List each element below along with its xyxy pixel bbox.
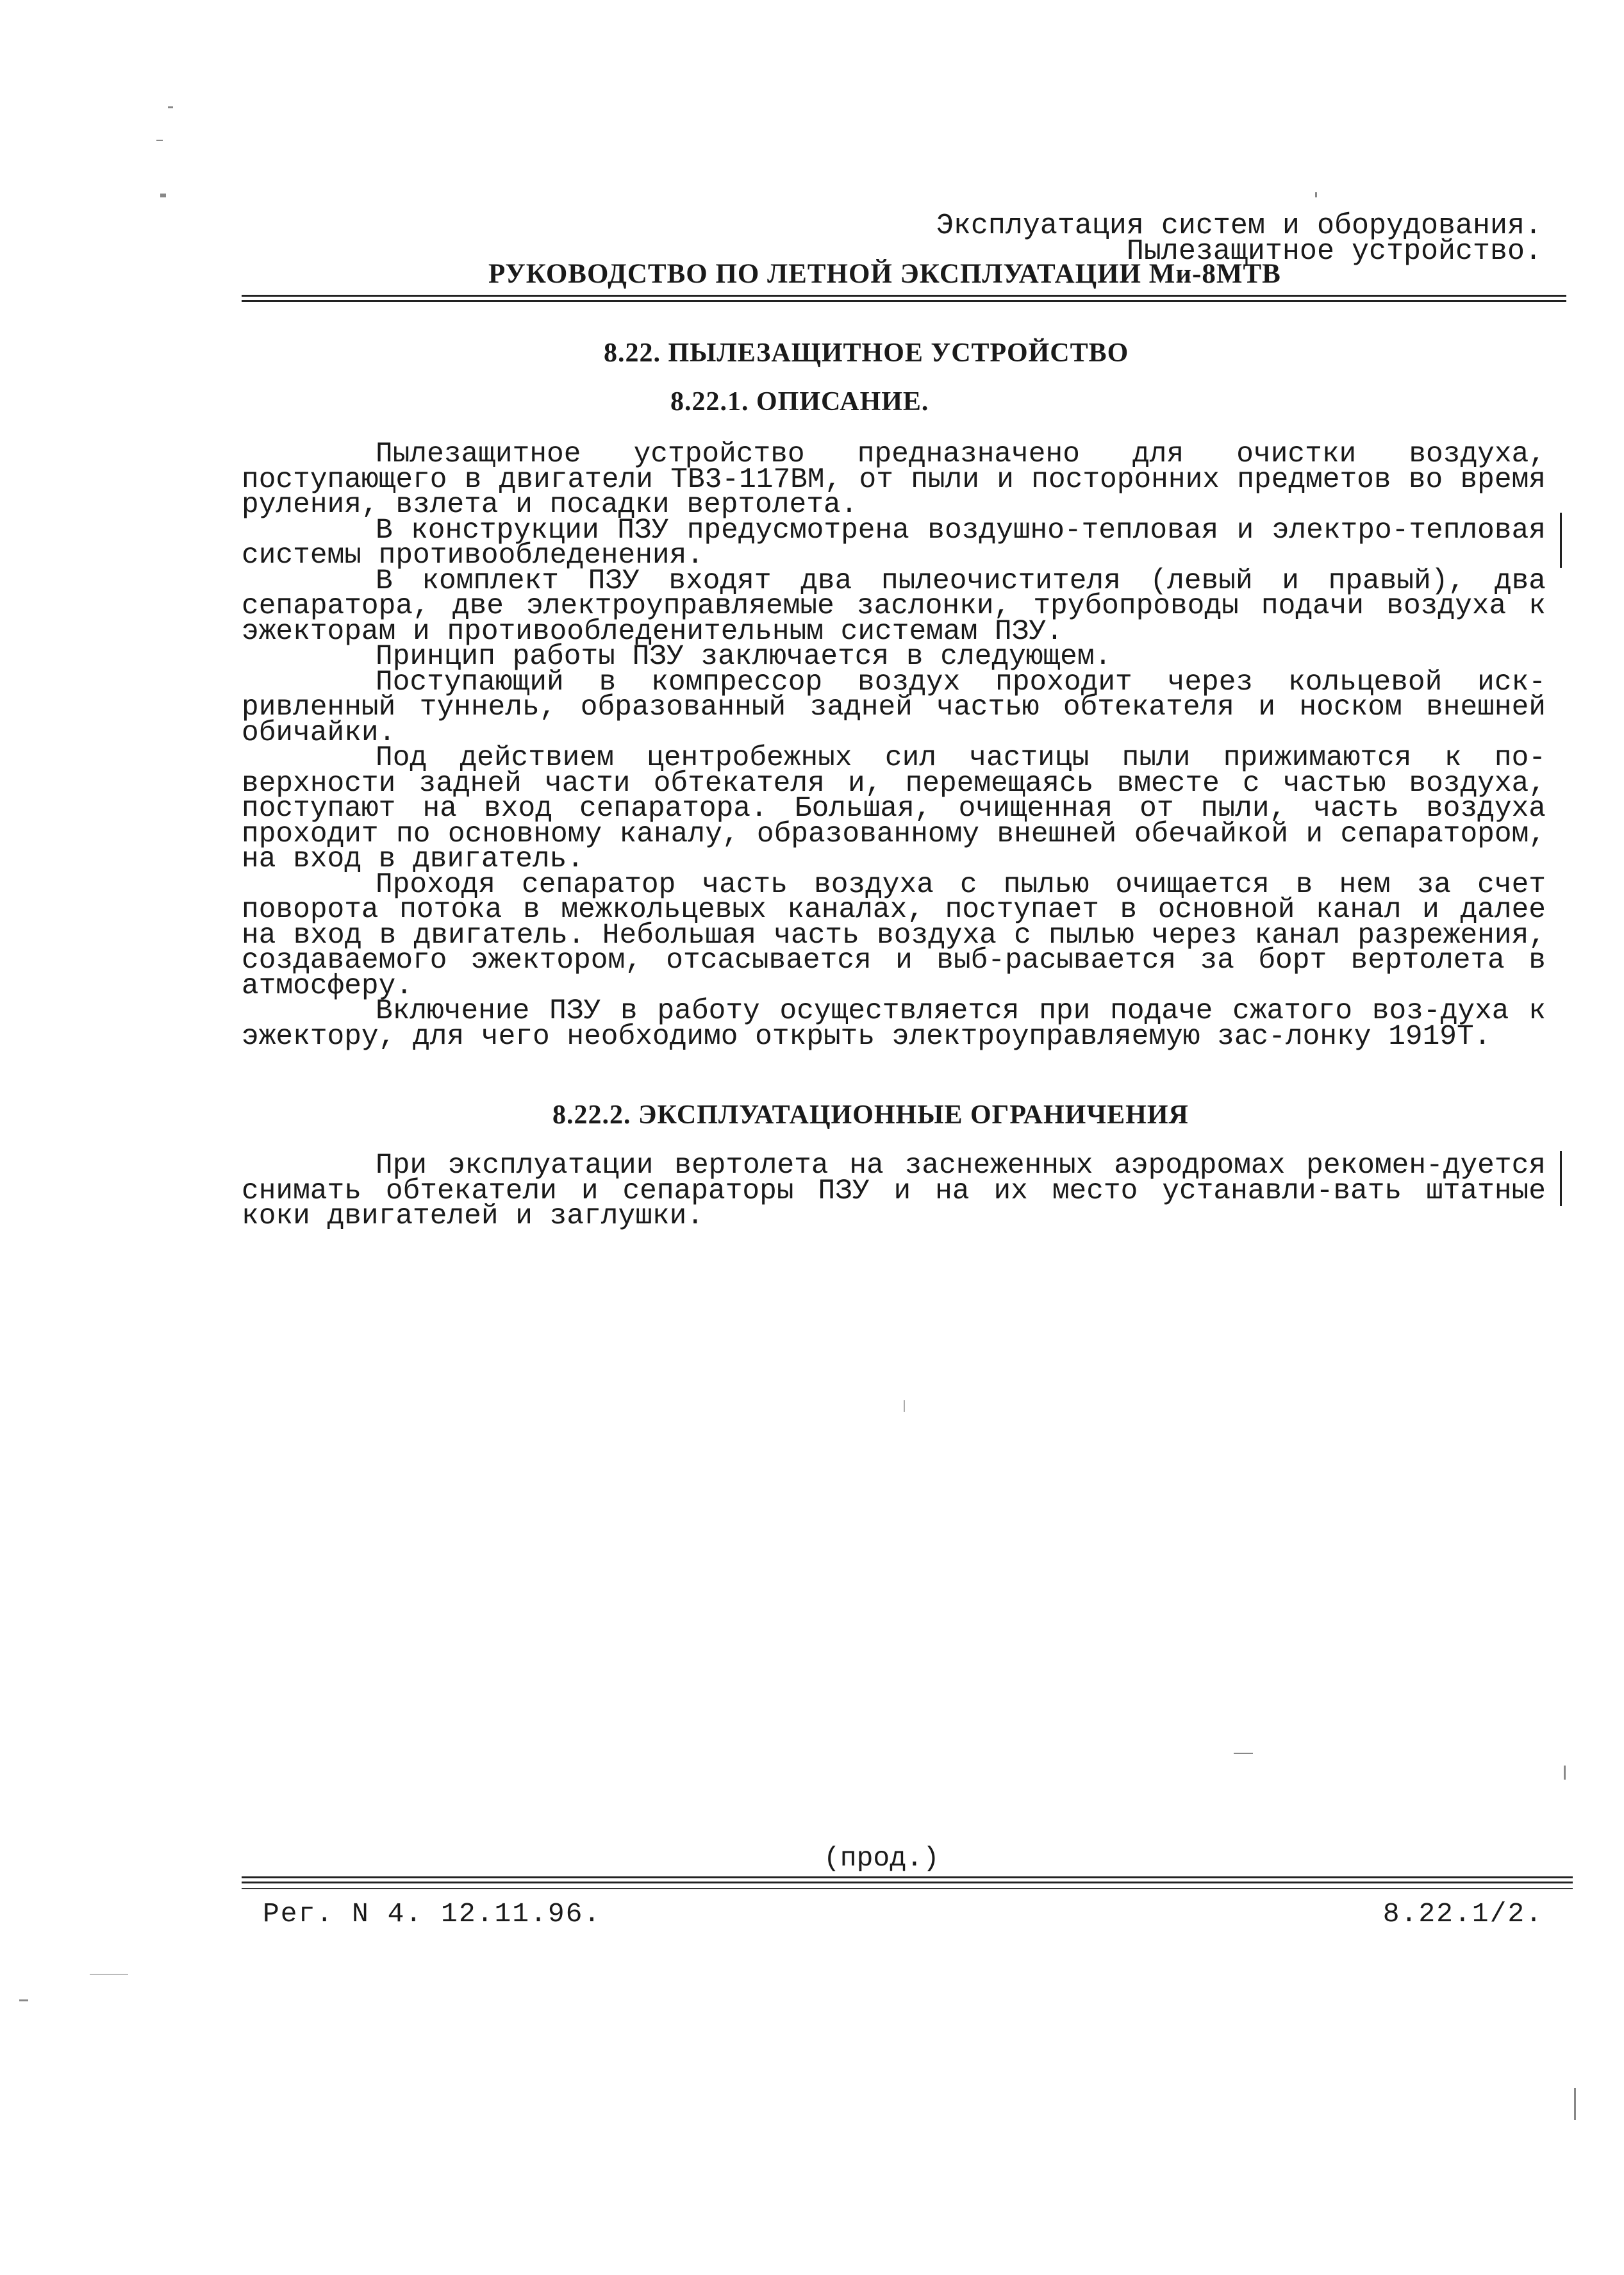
description-text-block <box>242 438 1546 1053</box>
paragraph-text: Принцип работы ПЗУ заключается в следующем. <box>376 641 1112 673</box>
paragraph-text: Включение ПЗУ в работу осуществляется при подаче сжатого воз-духа к эжектору, для чего необходимо открыть электроуправляемую зас-лонку 1919Т. <box>242 995 1546 1053</box>
paragraph <box>242 438 1546 521</box>
scan-speck <box>1315 192 1317 197</box>
paragraph <box>242 514 1546 572</box>
footer-rule <box>242 1888 1573 1889</box>
scan-speck <box>1234 1753 1253 1754</box>
scan-speck <box>168 106 173 108</box>
limitations-text-block <box>242 1150 1546 1232</box>
paragraph-text: Пылезащитное устройство предназначено для очистки воздуха, поступающего в двигатели ТВ3-117ВМ, от пыли и посторонних предметов во время руления, взлета и посадки вертолета. <box>242 438 1546 521</box>
header-chapter-line: Эксплуатация систем и оборудования. <box>936 210 1542 242</box>
paragraph <box>242 742 1546 875</box>
page-number: 8.22.1/2. <box>1382 1898 1543 1930</box>
paragraph <box>242 868 1546 1002</box>
footer-double-rule <box>242 1876 1573 1883</box>
header-double-rule <box>242 295 1566 302</box>
scan-speck <box>90 1974 128 1975</box>
section-title: 8.22. ПЫЛЕЗАЩИТНОЕ УСТРОЙСТВО <box>604 338 1129 368</box>
paragraph-text: Поступающий в компрессор воздух проходит через кольцевой иск-ривленный туннель, образованный задней частью обтекателя и носком внешней обичайки. <box>242 666 1546 749</box>
scan-speck <box>19 1999 28 2001</box>
scan-speck <box>1564 1766 1566 1780</box>
paragraph <box>242 666 1546 749</box>
scan-speck <box>160 194 166 197</box>
paragraph <box>242 1150 1546 1232</box>
revision-change-bar <box>1560 513 1562 568</box>
continued-marker: (прод.) <box>824 1842 940 1874</box>
scan-speck <box>156 140 163 141</box>
paragraph-text: Под действием центробежных сил частицы пыли прижимаются к по-верхности задней части обтекателя и, перемещаясь вместе с частью воздуха, поступают на вход сепаратора. Большая, очищенная от пыли, часть воздуха проходит по основному каналу, образованному внешней обечайкой и сепаратором, на вход в двигатель. <box>242 742 1546 875</box>
registration-info: Рег. N 4. 12.11.96. <box>263 1898 602 1930</box>
paragraph-text: В конструкции ПЗУ предусмотрена воздушно-тепловая и электро-тепловая системы противообледенения. <box>242 514 1546 572</box>
paragraph-text: Проходя сепаратор часть воздуха с пылью очищается в нем за счет поворота потока в межкольцевых каналах, поступает в основной канал и далее на вход в двигатель. Небольшая часть воздуха с пылью через канал разрежения, создаваемого эжектором, отсасывается и выб-расывается за борт вертолета в атмосферу. <box>242 868 1546 1002</box>
paragraph-text: При эксплуатации вертолета на заснеженных аэродромах рекомен-дуется снимать обтекатели и сепараторы ПЗУ и на их место устанавли-вать штатные коки двигателей и заглушки. <box>242 1150 1546 1232</box>
revision-change-bar <box>1560 1151 1562 1206</box>
header-manual-title: РУКОВОДСТВО ПО ЛЕТНОЙ ЭКСПЛУАТАЦИИ Ми-8МТВ <box>488 259 1281 289</box>
subsection-description-title: 8.22.1. ОПИСАНИЕ. <box>670 387 929 417</box>
scan-speck <box>1574 2088 1576 2120</box>
subsection-limitations-title: 8.22.2. ЭКСПЛУАТАЦИОННЫЕ ОГРАНИЧЕНИЯ <box>552 1100 1189 1130</box>
paragraph <box>242 995 1546 1053</box>
scan-speck <box>904 1400 905 1412</box>
paragraph-text: В комплект ПЗУ входят два пылеочистителя (левый и правый), два сепаратора, две электроуправляемые заслонки, трубопроводы подачи воздуха к эжекторам и противообледенительным системам ПЗУ. <box>242 565 1546 648</box>
header-section-line: Пылезащитное устройство. <box>1126 235 1542 268</box>
paragraph <box>242 565 1546 648</box>
